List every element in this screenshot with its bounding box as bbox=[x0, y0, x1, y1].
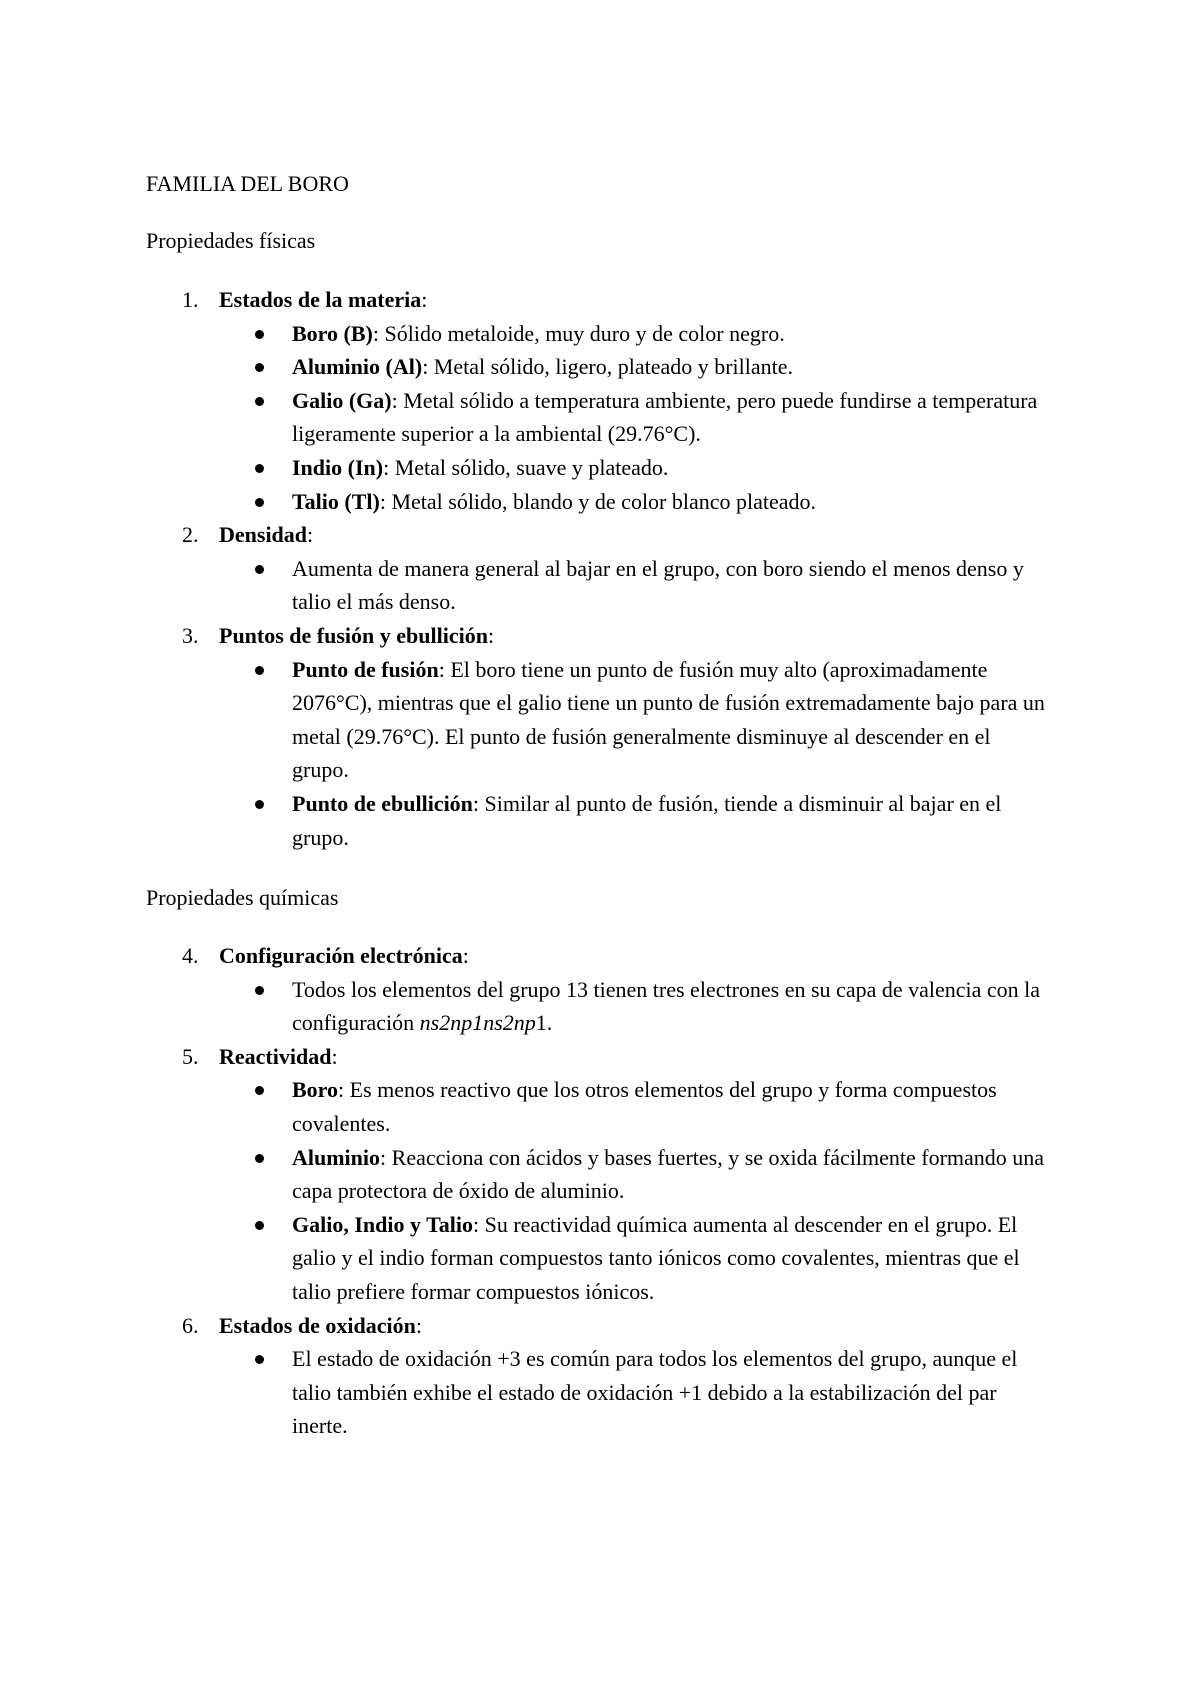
term: Talio (Tl) bbox=[292, 488, 380, 514]
sub-list bbox=[219, 1342, 1050, 1443]
description: El estado de oxidación +3 es común para todos los elementos del grupo, aunque el talio también exhibe el estado de oxidación +1 debido a la estabilización del par inerte. bbox=[292, 1346, 1018, 1439]
item-number: 4. bbox=[182, 943, 199, 968]
sub-list bbox=[219, 653, 1050, 855]
bullet-icon bbox=[255, 986, 264, 995]
sub-item-indio bbox=[219, 451, 1050, 485]
description: : Es menos reactivo que los otros elementos del grupo y forma compuestos covalentes. bbox=[292, 1077, 997, 1136]
bullet-icon bbox=[255, 363, 264, 372]
sub-item-boiling-point bbox=[219, 787, 1050, 854]
list-item-density bbox=[146, 518, 1050, 619]
bullet-icon bbox=[255, 397, 264, 406]
item-title: Reactividad bbox=[219, 1043, 332, 1069]
term: Punto de ebullición bbox=[292, 790, 473, 816]
sub-item-oxidation-state bbox=[219, 1342, 1050, 1443]
item-number: 5. bbox=[182, 1043, 199, 1069]
bullet-icon bbox=[255, 1221, 264, 1230]
formula: ns2np1ns2np bbox=[419, 1010, 536, 1036]
sub-item-galio-indio-talio-reactivity bbox=[219, 1208, 1050, 1309]
item-colon: : bbox=[462, 943, 469, 968]
item-colon: : bbox=[331, 1043, 338, 1069]
term: Galio, Indio y Talio bbox=[292, 1211, 473, 1237]
description: : Metal sólido, ligero, plateado y brillante. bbox=[422, 354, 794, 380]
description: : El boro tiene un punto de fusión muy alto (aproximadamente 2076°C), mientras que el galio tiene un punto de fusión extremadamente bajo para un metal (29.76°C). El punto de fusión generalmente disminuye al descender en el grupo. bbox=[292, 656, 1045, 783]
sub-item-aluminio-reactivity bbox=[219, 1141, 1050, 1208]
description: : Sólido metaloide, muy duro y de color negro. bbox=[372, 320, 785, 346]
item-title: Densidad bbox=[219, 522, 308, 548]
physical-properties-list bbox=[146, 283, 1050, 854]
bullet-icon bbox=[255, 666, 264, 675]
bullet-icon bbox=[255, 1355, 264, 1364]
bullet-icon bbox=[255, 464, 264, 473]
description: : Reacciona con ácidos y bases fuertes, y se oxida fácilmente formando una capa protectora de óxido de aluminio. bbox=[292, 1144, 1045, 1204]
item-colon: : bbox=[307, 522, 314, 548]
list-item-reactivity bbox=[146, 1040, 1050, 1309]
item-title: Configuración electrónica bbox=[219, 943, 463, 968]
description-end: 1. bbox=[535, 1010, 553, 1036]
description: : Metal sólido, suave y plateado. bbox=[383, 454, 669, 480]
bullet-icon bbox=[255, 565, 264, 574]
sub-item-boro-reactivity bbox=[219, 1073, 1050, 1140]
section-heading-physical: Propiedades físicas bbox=[146, 228, 316, 253]
list-item-melting-boiling bbox=[146, 619, 1050, 854]
term: Aluminio (Al) bbox=[292, 354, 423, 380]
item-title: Estados de oxidación bbox=[219, 1312, 416, 1338]
sub-item-valence-electrons bbox=[219, 973, 1050, 1040]
sub-item-boro bbox=[219, 317, 1050, 351]
sub-item-melting-point bbox=[219, 653, 1050, 787]
description: : Metal sólido, blando y de color blanco plateado. bbox=[379, 488, 817, 514]
item-number: 3. bbox=[182, 622, 199, 648]
document-title: FAMILIA DEL BORO bbox=[146, 171, 349, 196]
term: Indio (In) bbox=[292, 454, 384, 480]
chemical-properties-list bbox=[146, 939, 1050, 1443]
sub-item-aluminio bbox=[219, 350, 1050, 384]
term: Boro (B) bbox=[292, 320, 373, 346]
term: Aluminio bbox=[292, 1144, 381, 1170]
term: Galio (Ga) bbox=[292, 387, 392, 413]
sub-item-density-trend bbox=[219, 552, 1050, 619]
sub-item-galio bbox=[219, 384, 1050, 451]
description: : Similar al punto de fusión, tiende a disminuir al bajar en el grupo. bbox=[292, 790, 1002, 850]
description: Todos los elementos del grupo 13 tienen tres electrones en su capa de valencia con la configuración bbox=[292, 976, 1041, 1036]
sub-list bbox=[219, 317, 1050, 519]
sub-item-talio bbox=[219, 485, 1050, 519]
bullet-icon bbox=[255, 1086, 264, 1095]
list-item-oxidation-states bbox=[146, 1309, 1050, 1443]
item-number: 1. bbox=[182, 287, 199, 312]
item-title: Estados de la materia bbox=[219, 287, 422, 312]
description: : Su reactividad química aumenta al descender en el grupo. El galio y el indio forman compuestos tanto iónicos como covalentes, mientras que el talio prefiere formar compuestos iónicos. bbox=[292, 1211, 1020, 1304]
bullet-icon bbox=[255, 800, 264, 809]
sub-list bbox=[219, 552, 1050, 619]
bullet-icon bbox=[255, 1154, 264, 1163]
section-heading-chemical: Propiedades químicas bbox=[146, 885, 339, 910]
item-colon: : bbox=[487, 622, 495, 648]
term: Boro bbox=[292, 1077, 339, 1103]
bullet-icon bbox=[255, 498, 264, 507]
sub-list bbox=[219, 973, 1050, 1040]
sub-list bbox=[219, 1073, 1050, 1308]
description: Aumenta de manera general al bajar en el grupo, con boro siendo el menos denso y talio el más denso. bbox=[292, 555, 1024, 615]
item-colon: : bbox=[421, 287, 428, 312]
item-number: 2. bbox=[182, 522, 199, 548]
term: Punto de fusión bbox=[292, 656, 439, 682]
list-item-electron-configuration bbox=[146, 939, 1050, 1040]
item-number: 6. bbox=[182, 1312, 199, 1338]
item-title: Puntos de fusión y ebullición bbox=[219, 622, 488, 648]
item-colon: : bbox=[415, 1312, 422, 1338]
bullet-icon bbox=[255, 330, 264, 339]
description: : Metal sólido a temperatura ambiente, pero puede fundirse a temperatura ligeramente superior a la ambiental (29.76°C). bbox=[292, 387, 1038, 447]
list-item-states-of-matter bbox=[146, 283, 1050, 518]
